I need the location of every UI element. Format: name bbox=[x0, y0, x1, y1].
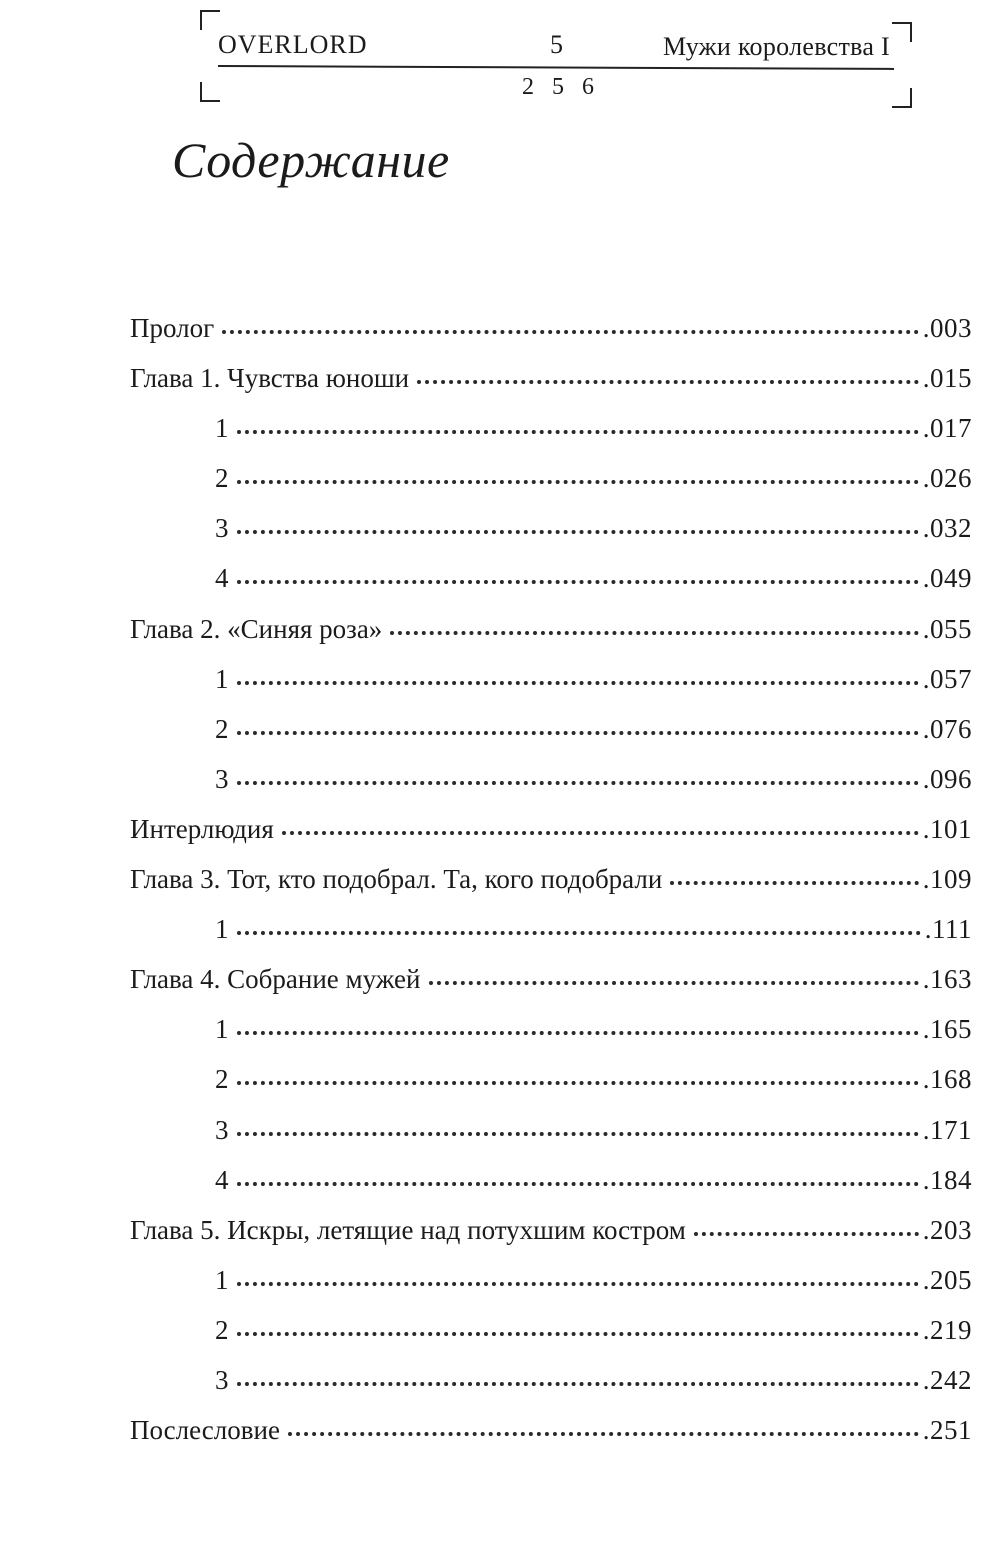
toc-entry[interactable] bbox=[130, 604, 972, 654]
toc-page-number: .055 bbox=[922, 613, 972, 644]
toc-page-number: .017 bbox=[922, 413, 972, 444]
toc-page-number: .203 bbox=[922, 1214, 972, 1245]
toc-page-number: .219 bbox=[922, 1314, 972, 1345]
toc-page-number: .184 bbox=[922, 1164, 972, 1195]
toc-entry-label: Пролог bbox=[130, 313, 215, 343]
toc-page-number: .032 bbox=[922, 513, 972, 544]
toc-entry-label: 1 bbox=[215, 663, 229, 694]
running-header bbox=[200, 10, 912, 110]
toc-entry[interactable] bbox=[130, 353, 972, 403]
dot-leader bbox=[237, 430, 919, 434]
toc-entry-label: 3 bbox=[215, 513, 229, 544]
dot-leader bbox=[282, 831, 919, 835]
toc-page-number: .049 bbox=[922, 563, 972, 594]
volume-number: 5 bbox=[550, 30, 564, 59]
volume-subtitle: Мужи королевства I bbox=[662, 32, 890, 61]
toc-subsection-entry[interactable] bbox=[130, 1105, 972, 1155]
dot-leader bbox=[237, 1132, 919, 1136]
toc-entry-label: Интерлюдия bbox=[130, 813, 274, 844]
dot-leader bbox=[237, 580, 919, 584]
toc-entry-label: 2 bbox=[215, 1314, 229, 1345]
toc-entry[interactable] bbox=[130, 1205, 972, 1255]
toc-entry-label: 3 bbox=[215, 1364, 229, 1395]
dot-leader bbox=[237, 931, 921, 935]
dot-leader bbox=[237, 1332, 919, 1336]
toc-subsection-entry[interactable] bbox=[130, 1255, 972, 1305]
toc-page-number: .057 bbox=[922, 663, 972, 694]
toc-subsection-entry[interactable] bbox=[130, 453, 972, 503]
toc-entry-label: 4 bbox=[215, 1164, 229, 1195]
corner-bracket-bottom-left bbox=[200, 82, 220, 102]
toc-entry-label: Глава 2. «Синяя роза» bbox=[130, 613, 383, 644]
toc-page-number: .101 bbox=[922, 813, 972, 844]
toc-entry-label: 4 bbox=[215, 563, 229, 594]
toc-entry[interactable] bbox=[130, 1405, 972, 1455]
dot-leader bbox=[390, 631, 918, 635]
toc-subsection-entry[interactable] bbox=[130, 553, 972, 603]
corner-bracket-top-right bbox=[892, 22, 912, 42]
toc-page-number: .165 bbox=[922, 1014, 972, 1045]
toc-page-number: .163 bbox=[922, 964, 972, 995]
dot-leader bbox=[237, 781, 919, 785]
toc-page-number: .109 bbox=[922, 864, 972, 895]
toc-entry-label: 3 bbox=[215, 1114, 229, 1145]
toc-page-number: .096 bbox=[922, 763, 972, 794]
toc-entry-label: 2 bbox=[215, 463, 229, 494]
toc-entry-label: 2 bbox=[215, 1064, 229, 1095]
toc-page-number: .111 bbox=[924, 914, 972, 945]
dot-leader bbox=[237, 1382, 919, 1386]
dot-leader bbox=[237, 1282, 919, 1286]
toc-subsection-entry[interactable] bbox=[130, 1004, 972, 1054]
dot-leader bbox=[429, 981, 919, 985]
toc-page-number: .015 bbox=[922, 363, 972, 394]
toc-page-number: .205 bbox=[922, 1264, 972, 1295]
series-title: OVERLORD bbox=[218, 30, 368, 59]
toc-subsection-entry[interactable] bbox=[130, 403, 972, 453]
toc-subsection-entry[interactable] bbox=[130, 503, 972, 553]
toc-page-number: .251 bbox=[922, 1415, 972, 1446]
toc-subsection-entry[interactable] bbox=[130, 654, 972, 704]
dot-leader bbox=[237, 681, 919, 685]
page-title: Содержание bbox=[172, 132, 450, 188]
corner-bracket-bottom-right bbox=[892, 88, 912, 108]
dot-leader bbox=[237, 1081, 919, 1085]
toc-entry-label: 3 bbox=[215, 763, 229, 794]
dot-leader bbox=[222, 330, 919, 334]
header-rule bbox=[218, 65, 894, 70]
toc-subsection-entry[interactable] bbox=[130, 704, 972, 754]
toc-entry[interactable] bbox=[130, 303, 972, 353]
table-of-contents bbox=[130, 303, 972, 1455]
toc-entry-label: Глава 4. Собрание мужей bbox=[130, 964, 421, 995]
toc-page-number: .076 bbox=[922, 713, 972, 744]
dot-leader bbox=[237, 1182, 919, 1186]
toc-page-number: .171 bbox=[922, 1114, 972, 1145]
dot-leader bbox=[670, 881, 918, 885]
toc-subsection-entry[interactable] bbox=[130, 904, 972, 954]
toc-entry-label: Глава 1. Чувства юноши bbox=[130, 363, 410, 394]
toc-subsection-entry[interactable] bbox=[130, 1155, 972, 1205]
dot-leader bbox=[237, 530, 919, 534]
corner-bracket-top-left bbox=[200, 10, 220, 30]
toc-subsection-entry[interactable] bbox=[130, 1355, 972, 1405]
toc-page-number: .168 bbox=[922, 1064, 972, 1095]
toc-entry-label: 1 bbox=[215, 1014, 229, 1045]
dot-leader bbox=[694, 1232, 919, 1236]
toc-entry-label: 1 bbox=[215, 914, 229, 945]
toc-subsection-entry[interactable] bbox=[130, 1054, 972, 1104]
toc-entry[interactable] bbox=[130, 954, 972, 1004]
toc-entry-label: 2 bbox=[215, 713, 229, 744]
toc-page-number: .003 bbox=[922, 313, 972, 343]
toc-subsection-entry[interactable] bbox=[130, 754, 972, 804]
toc-entry-label: Послесловие bbox=[130, 1415, 280, 1446]
dot-leader bbox=[288, 1432, 919, 1436]
toc-page-number: .242 bbox=[922, 1364, 972, 1395]
dot-leader bbox=[237, 1031, 919, 1035]
toc-page-number: .026 bbox=[922, 463, 972, 494]
dot-leader bbox=[237, 731, 919, 735]
toc-entry-label: 1 bbox=[215, 413, 229, 444]
dot-leader bbox=[237, 480, 919, 484]
toc-entry[interactable] bbox=[130, 854, 972, 904]
toc-entry[interactable] bbox=[130, 804, 972, 854]
toc-entry-label: 1 bbox=[215, 1264, 229, 1295]
dot-leader bbox=[417, 380, 919, 384]
toc-entry-label: Глава 3. Тот, кто подобрал. Та, кого подобрали bbox=[130, 864, 663, 895]
toc-entry-label: Глава 5. Искры, летящие над потухшим костром bbox=[130, 1214, 686, 1245]
header-page-numbers: 2 5 6 bbox=[522, 74, 600, 100]
toc-subsection-entry[interactable] bbox=[130, 1305, 972, 1355]
